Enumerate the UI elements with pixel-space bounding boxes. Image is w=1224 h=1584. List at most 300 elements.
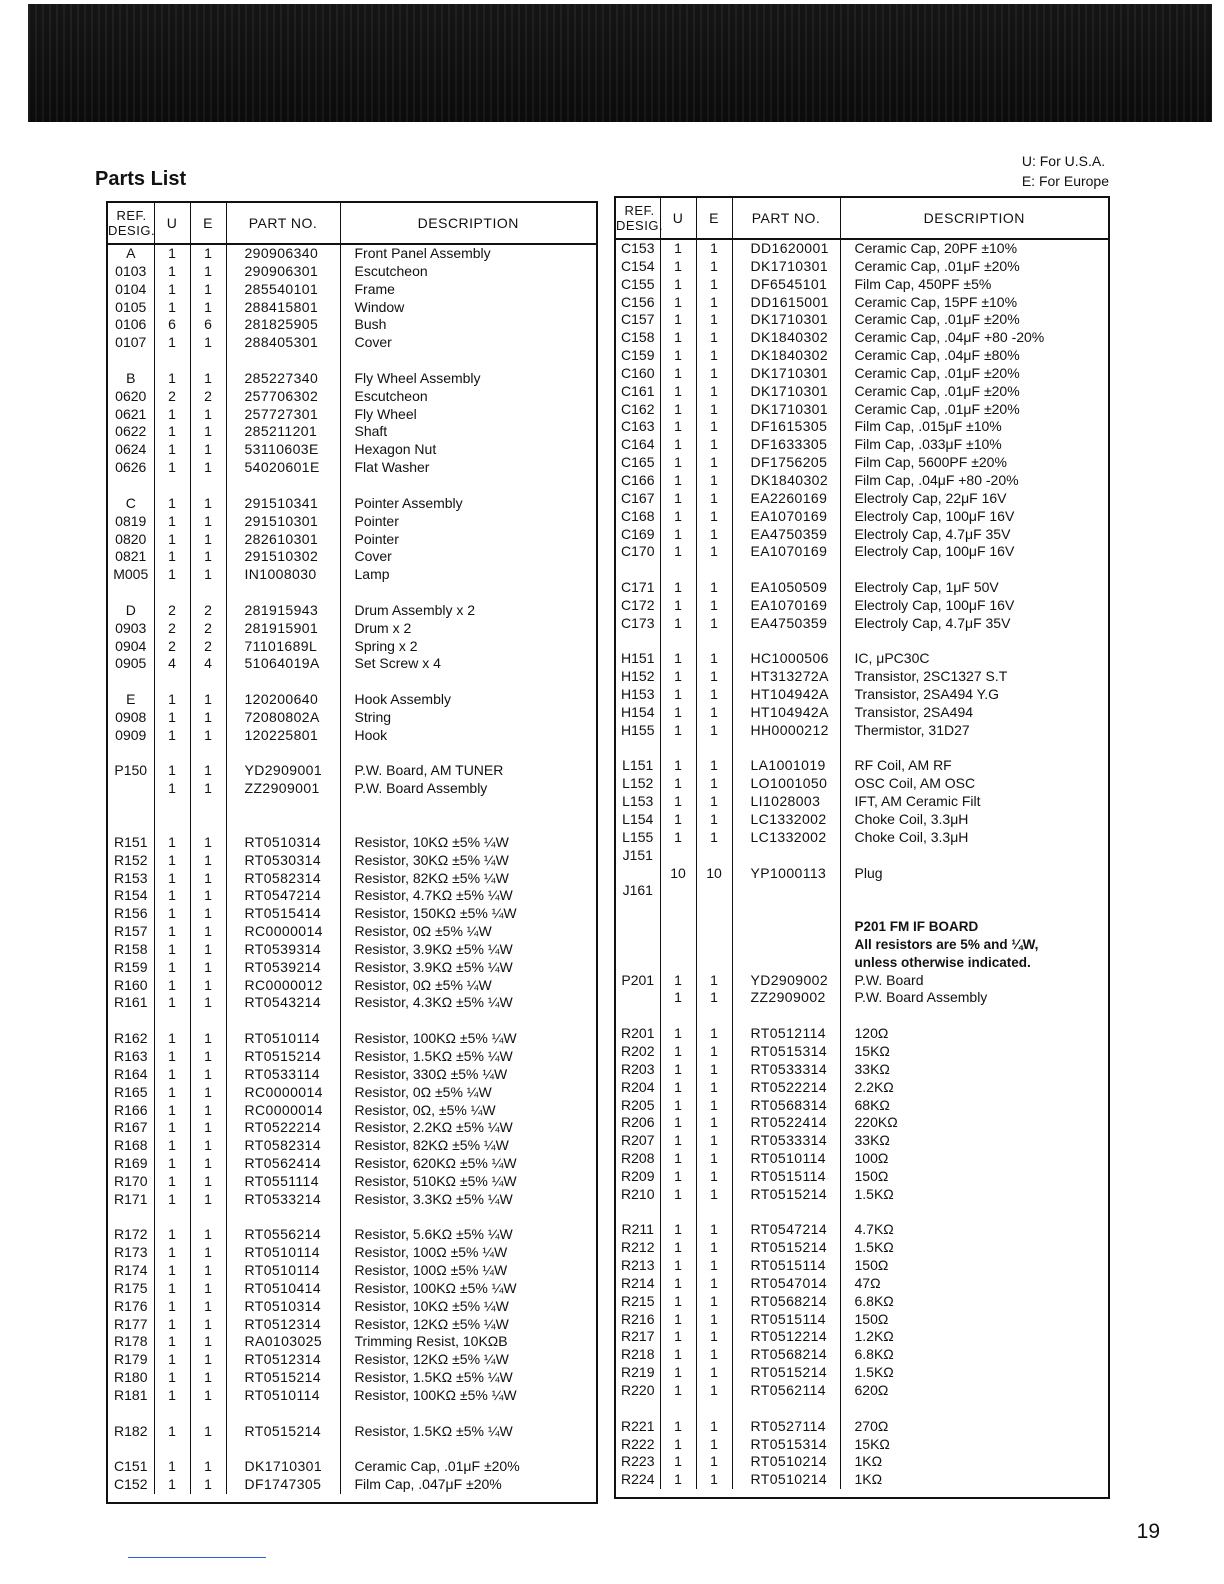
part-no-cell xyxy=(226,816,340,834)
description-cell: Film Cap, .033μF ±10% xyxy=(854,436,1002,453)
e-cell: 1 xyxy=(696,989,732,1007)
description-cell: Resistor, 100Ω ±5% ¼W xyxy=(354,1244,508,1261)
e-cell xyxy=(190,798,226,816)
part-no-cell: RT0512114 xyxy=(732,1025,840,1043)
ref-cell: R163 xyxy=(108,1048,154,1066)
table-row xyxy=(616,615,1108,633)
ref-cell xyxy=(108,1441,154,1459)
ref-cell: C161 xyxy=(616,383,660,401)
ref-cell: D xyxy=(108,602,154,620)
description-cell: Pointer Assembly xyxy=(354,494,463,511)
table-body xyxy=(108,244,596,1494)
part-no-cell: ZZ2909002 xyxy=(732,989,840,1007)
e-cell: 1 xyxy=(696,1328,732,1346)
description-cell: Film Cap, .015μF ±10% xyxy=(854,418,1002,435)
u-cell: 1 xyxy=(660,1114,696,1132)
ref-cell xyxy=(616,561,660,579)
description-cell: 620Ω xyxy=(854,1382,889,1398)
ref-cell: L154 xyxy=(616,811,660,829)
ref-cell: R154 xyxy=(108,887,154,905)
ref-cell xyxy=(616,1007,660,1025)
description-cell: Resistor, 12KΩ ±5% ¼W xyxy=(354,1351,509,1368)
part-no-cell xyxy=(226,798,340,816)
part-no-cell: RT0522214 xyxy=(732,1079,840,1097)
u-cell: 1 xyxy=(660,1079,696,1097)
table-row xyxy=(616,365,1108,383)
table-row xyxy=(616,1239,1108,1257)
part-no-cell: HC1000506 xyxy=(732,650,840,668)
e-cell xyxy=(696,740,732,758)
part-no-cell: 72080802A xyxy=(226,709,340,727)
e-cell xyxy=(696,1007,732,1025)
part-no-cell: IN1008030 xyxy=(226,566,340,584)
legend-usa: U: For U.S.A. xyxy=(1021,153,1106,169)
description-cell: Fly Wheel Assembly xyxy=(354,369,481,386)
e-cell xyxy=(190,584,226,602)
u-cell: 1 xyxy=(660,329,696,347)
description-cell xyxy=(340,1209,596,1227)
part-no-cell: DK1710301 xyxy=(732,401,840,419)
description-cell: P201 FM IF BOARD xyxy=(854,919,979,935)
ref-cell: R167 xyxy=(108,1119,154,1137)
e-cell: 1 xyxy=(190,459,226,477)
e-cell: 1 xyxy=(190,1191,226,1209)
ref-cell: R177 xyxy=(108,1316,154,1334)
u-cell: 1 xyxy=(660,436,696,454)
ref-cell: C169 xyxy=(616,526,660,544)
ref-cell: R174 xyxy=(108,1262,154,1280)
u-cell xyxy=(154,352,190,370)
e-cell: 1 xyxy=(190,548,226,566)
description-cell: 33KΩ xyxy=(854,1060,890,1077)
parts-table-right xyxy=(614,196,1110,1499)
e-cell: 1 xyxy=(190,370,226,388)
u-cell: 1 xyxy=(154,870,190,888)
ref-cell: R222 xyxy=(616,1436,660,1454)
description-cell: Ceramic Cap, 20PF ±10% xyxy=(854,240,1018,256)
u-cell: 1 xyxy=(660,1097,696,1115)
e-cell: 1 xyxy=(696,1293,732,1311)
table-row xyxy=(108,762,596,780)
u-cell xyxy=(154,1012,190,1030)
description-cell: Hook Assembly xyxy=(354,691,451,708)
e-cell xyxy=(190,745,226,763)
description-cell: 15KΩ xyxy=(854,1042,890,1059)
description-cell: Resistor, 3.3KΩ ±5% ¼W xyxy=(354,1190,513,1207)
description-cell: P.W. Board Assembly xyxy=(354,780,488,797)
part-no-cell: RT0533214 xyxy=(226,1191,340,1209)
part-no-cell: LO1001050 xyxy=(732,775,840,793)
e-cell: 1 xyxy=(696,526,732,544)
ref-cell: R203 xyxy=(616,1061,660,1079)
ref-cell: R205 xyxy=(616,1097,660,1115)
part-no-cell: 257727301 xyxy=(226,406,340,424)
part-no-cell: RT0539314 xyxy=(226,941,340,959)
description-cell: 270Ω xyxy=(854,1417,889,1434)
ref-cell: L155 xyxy=(616,829,660,847)
table-row xyxy=(616,829,1108,847)
e-cell xyxy=(696,1204,732,1222)
description-cell: Escutcheon xyxy=(354,387,428,404)
part-no-cell: EA4750359 xyxy=(732,526,840,544)
description-cell: Film Cap, 5600PF ±20% xyxy=(854,454,1007,471)
ref-cell: C xyxy=(108,495,154,513)
e-cell xyxy=(696,633,732,651)
table-row xyxy=(616,579,1108,597)
part-no-cell: 291510301 xyxy=(226,513,340,531)
part-no-cell: RT0530314 xyxy=(226,852,340,870)
table-row xyxy=(616,1275,1108,1293)
e-cell: 1 xyxy=(190,780,226,798)
table-row xyxy=(108,406,596,424)
page-title: Parts List xyxy=(95,168,187,190)
part-no-cell xyxy=(732,740,840,758)
e-cell: 1 xyxy=(696,1436,732,1454)
u-cell: 1 xyxy=(660,1132,696,1150)
table-row xyxy=(616,650,1108,668)
table-row xyxy=(108,1119,596,1137)
ref-cell: R171 xyxy=(108,1191,154,1209)
ref-cell: 0620 xyxy=(108,388,154,406)
u-cell xyxy=(154,816,190,834)
description-cell xyxy=(340,352,596,370)
part-no-cell: 54020601E xyxy=(226,459,340,477)
u-cell: 1 xyxy=(154,1316,190,1334)
ref-cell: R179 xyxy=(108,1351,154,1369)
e-cell: 1 xyxy=(190,1333,226,1351)
description-cell: Transistor, 2SC1327 S.T xyxy=(854,668,1008,685)
u-cell xyxy=(154,798,190,816)
e-cell: 1 xyxy=(696,294,732,312)
u-cell: 1 xyxy=(154,691,190,709)
part-no-cell: 281915901 xyxy=(226,620,340,638)
table-row xyxy=(616,1168,1108,1186)
e-cell: 1 xyxy=(696,490,732,508)
part-no-cell: YD2909002 xyxy=(732,972,840,990)
e-cell: 1 xyxy=(696,258,732,276)
table-row xyxy=(108,370,596,388)
table-row xyxy=(108,299,596,317)
spacer-row xyxy=(616,561,1108,579)
ref-cell: R224 xyxy=(616,1471,660,1489)
table-row xyxy=(616,1150,1108,1168)
u-cell xyxy=(154,477,190,495)
part-no-cell: RT0515214 xyxy=(226,1423,340,1441)
header-desc: DESCRIPTION xyxy=(340,203,596,244)
u-cell: 1 xyxy=(660,1328,696,1346)
part-no-cell: RT0533314 xyxy=(732,1061,840,1079)
description-cell xyxy=(840,1204,1108,1222)
table-row xyxy=(616,1382,1108,1400)
u-cell xyxy=(154,673,190,691)
u-cell: 1 xyxy=(660,276,696,294)
part-no-cell: 281825905 xyxy=(226,316,340,334)
part-no-cell: DK1840302 xyxy=(732,347,840,365)
u-cell: 1 xyxy=(154,905,190,923)
e-cell: 1 xyxy=(190,441,226,459)
part-no-cell: RT0515314 xyxy=(732,1043,840,1061)
ref-cell: C170 xyxy=(616,543,660,561)
description-cell: Resistor, 10KΩ ±5% ¼W xyxy=(354,1297,509,1314)
table-row xyxy=(108,531,596,549)
e-cell: 1 xyxy=(696,1043,732,1061)
u-cell: 1 xyxy=(660,668,696,686)
e-cell: 1 xyxy=(696,401,732,419)
description-cell: RF Coil, AM RF xyxy=(854,757,952,774)
header-u: U xyxy=(660,198,696,239)
u-cell xyxy=(660,1204,696,1222)
ref-cell: R210 xyxy=(616,1186,660,1204)
part-no-cell xyxy=(226,584,340,602)
ref-cell: R165 xyxy=(108,1084,154,1102)
part-no-cell: RT0515214 xyxy=(732,1364,840,1382)
e-cell: 1 xyxy=(190,709,226,727)
part-no-cell xyxy=(226,1405,340,1423)
part-no-cell: RA0103025 xyxy=(226,1333,340,1351)
part-no-cell: DK1840302 xyxy=(732,329,840,347)
e-cell: 2 xyxy=(190,638,226,656)
e-cell: 1 xyxy=(696,972,732,990)
ref-cell xyxy=(108,352,154,370)
part-no-cell: RT0582314 xyxy=(226,870,340,888)
u-cell: 1 xyxy=(660,490,696,508)
ref-cell xyxy=(108,1209,154,1227)
description-cell: Ceramic Cap, .01μF ±20% xyxy=(854,364,1020,381)
description-cell: OSC Coil, AM OSC xyxy=(854,775,976,792)
ref-cell: 0621 xyxy=(108,406,154,424)
part-no-cell xyxy=(226,1012,340,1030)
e-cell: 1 xyxy=(696,1239,732,1257)
ref-cell: R213 xyxy=(616,1257,660,1275)
table-row xyxy=(108,1226,596,1244)
part-no-cell: LC1332002 xyxy=(732,829,840,847)
u-cell: 2 xyxy=(154,620,190,638)
u-cell: 1 xyxy=(154,1458,190,1476)
table-row xyxy=(616,668,1108,686)
header-banner xyxy=(28,4,1212,122)
part-no-cell: DF1633305 xyxy=(732,436,840,454)
e-cell: 1 xyxy=(190,1423,226,1441)
part-no-cell: RT0510314 xyxy=(226,834,340,852)
description-cell: Hexagon Nut xyxy=(354,441,437,458)
table-row xyxy=(108,709,596,727)
table-row xyxy=(616,1328,1108,1346)
ref-cell: R172 xyxy=(108,1226,154,1244)
ref-cell xyxy=(108,745,154,763)
e-cell: 1 xyxy=(190,923,226,941)
table-row xyxy=(616,347,1108,365)
spacer-row xyxy=(108,352,596,370)
description-cell: Resistor, 0Ω ±5% ¼W xyxy=(354,923,492,940)
ref-cell: 0105 xyxy=(108,299,154,317)
table-row xyxy=(616,1079,1108,1097)
part-no-cell: RT0515214 xyxy=(226,1048,340,1066)
part-no-cell: RT0515314 xyxy=(732,1436,840,1454)
part-no-cell xyxy=(732,1204,840,1222)
ref-cell: R169 xyxy=(108,1155,154,1173)
table-row xyxy=(616,918,1108,936)
part-no-cell xyxy=(226,673,340,691)
ref-cell: R214 xyxy=(616,1275,660,1293)
u-cell: 1 xyxy=(154,1369,190,1387)
e-cell: 1 xyxy=(696,1311,732,1329)
description-cell: IFT, AM Ceramic Filt xyxy=(854,793,981,810)
ref-cell: C164 xyxy=(616,436,660,454)
u-cell: 1 xyxy=(660,829,696,847)
e-cell xyxy=(190,477,226,495)
description-cell: 1KΩ xyxy=(854,1471,883,1488)
description-cell: P.W. Board xyxy=(854,971,924,988)
part-no-cell: 53110603E xyxy=(226,441,340,459)
u-cell: 1 xyxy=(154,852,190,870)
region-legend xyxy=(1022,151,1109,191)
table-row xyxy=(616,1025,1108,1043)
part-no-cell: DK1710301 xyxy=(732,365,840,383)
description-cell: Fly Wheel xyxy=(354,405,417,422)
e-cell: 1 xyxy=(696,1114,732,1132)
spacer-row xyxy=(108,1012,596,1030)
table-row xyxy=(108,1048,596,1066)
description-cell: Electroly Cap, 100μF 16V xyxy=(854,596,1015,613)
part-no-cell: HT104942A xyxy=(732,686,840,704)
e-cell: 1 xyxy=(190,691,226,709)
u-cell: 1 xyxy=(154,406,190,424)
description-cell: Ceramic Cap, .04μF ±80% xyxy=(854,347,1020,364)
description-cell: Film Cap, .04μF +80 -20% xyxy=(854,471,1019,488)
part-no-cell: RT0510214 xyxy=(732,1471,840,1489)
table-row xyxy=(108,1137,596,1155)
table-row xyxy=(108,870,596,888)
part-no-cell: DD1620001 xyxy=(732,239,840,258)
e-cell: 2 xyxy=(190,620,226,638)
ref-cell xyxy=(616,900,660,918)
table-row xyxy=(108,1280,596,1298)
part-no-cell: RT0543214 xyxy=(226,994,340,1012)
u-cell: 1 xyxy=(154,513,190,531)
table-row xyxy=(616,311,1108,329)
table-row xyxy=(616,1364,1108,1382)
u-cell: 1 xyxy=(660,972,696,990)
description-cell: P.W. Board Assembly xyxy=(854,989,988,1006)
u-cell: 1 xyxy=(154,762,190,780)
table-row xyxy=(616,383,1108,401)
u-cell xyxy=(660,900,696,918)
ref-cell: J161 xyxy=(616,882,660,900)
spacer-row xyxy=(616,1204,1108,1222)
table-row xyxy=(616,1418,1108,1436)
description-cell: Resistor, 100KΩ ±5% ¼W xyxy=(354,1387,517,1403)
description-cell: 1.5KΩ xyxy=(854,1185,894,1202)
e-cell xyxy=(696,561,732,579)
part-no-cell: 282610301 xyxy=(226,531,340,549)
ref-cell xyxy=(616,989,660,1007)
u-cell xyxy=(660,633,696,651)
description-cell: 1.5KΩ xyxy=(854,1364,894,1381)
u-cell xyxy=(660,1400,696,1418)
table-body xyxy=(616,239,1108,1489)
description-cell: Resistor, 510KΩ ±5% ¼W xyxy=(354,1172,517,1189)
ref-cell xyxy=(108,673,154,691)
table-row xyxy=(108,566,596,584)
ref-cell: R166 xyxy=(108,1102,154,1120)
e-cell: 1 xyxy=(190,1351,226,1369)
u-cell: 2 xyxy=(154,602,190,620)
u-cell: 1 xyxy=(660,1043,696,1061)
ref-cell: C153 xyxy=(616,239,660,258)
e-cell: 1 xyxy=(696,365,732,383)
e-cell xyxy=(190,352,226,370)
part-no-cell: LI1028003 xyxy=(732,793,840,811)
e-cell: 1 xyxy=(696,1097,732,1115)
e-cell: 1 xyxy=(696,668,732,686)
ref-cell: R212 xyxy=(616,1239,660,1257)
description-cell xyxy=(340,745,596,763)
ref-cell: E xyxy=(108,691,154,709)
table-row xyxy=(616,704,1108,722)
ref-cell: H151 xyxy=(616,650,660,668)
e-cell xyxy=(696,882,732,900)
u-cell: 6 xyxy=(154,316,190,334)
part-no-cell xyxy=(226,745,340,763)
e-cell: 1 xyxy=(190,1316,226,1334)
description-cell: 150Ω xyxy=(854,1257,889,1274)
e-cell: 1 xyxy=(696,579,732,597)
e-cell: 2 xyxy=(190,388,226,406)
ref-cell: R170 xyxy=(108,1173,154,1191)
table-row xyxy=(108,1476,596,1494)
e-cell: 2 xyxy=(190,602,226,620)
description-cell: Electroly Cap, 4.7μF 35V xyxy=(854,525,1011,542)
u-cell: 1 xyxy=(660,1311,696,1329)
e-cell: 1 xyxy=(190,1137,226,1155)
e-cell: 1 xyxy=(696,508,732,526)
table-row xyxy=(616,793,1108,811)
e-cell: 1 xyxy=(696,1471,732,1489)
e-cell: 1 xyxy=(696,1132,732,1150)
table-row xyxy=(616,1257,1108,1275)
e-cell: 1 xyxy=(190,1173,226,1191)
table-row xyxy=(616,722,1108,740)
table-row xyxy=(108,1351,596,1369)
part-no-cell: YD2909001 xyxy=(226,762,340,780)
description-cell: Resistor, 4.7KΩ ±5% ¼W xyxy=(354,887,513,904)
spacer-row xyxy=(108,745,596,763)
ref-cell: R175 xyxy=(108,1280,154,1298)
u-cell: 1 xyxy=(660,615,696,633)
u-cell: 1 xyxy=(154,959,190,977)
table-row xyxy=(616,329,1108,347)
table-row xyxy=(108,1191,596,1209)
e-cell: 1 xyxy=(696,1150,732,1168)
table-row xyxy=(616,1311,1108,1329)
u-cell: 1 xyxy=(154,1333,190,1351)
ref-cell: 0104 xyxy=(108,281,154,299)
description-cell: Thermistor, 31D27 xyxy=(854,721,970,738)
part-no-cell: RT0510214 xyxy=(732,1453,840,1471)
u-cell xyxy=(154,1209,190,1227)
u-cell: 1 xyxy=(660,1436,696,1454)
part-no-cell: DK1710301 xyxy=(732,258,840,276)
part-no-cell: EA1070169 xyxy=(732,597,840,615)
description-cell: Electroly Cap, 1μF 50V xyxy=(854,579,999,596)
ref-cell xyxy=(616,865,660,883)
part-no-cell: 51064019A xyxy=(226,655,340,673)
e-cell: 1 xyxy=(190,941,226,959)
part-no-cell: 120225801 xyxy=(226,727,340,745)
u-cell: 1 xyxy=(660,1061,696,1079)
ref-cell: 0820 xyxy=(108,531,154,549)
u-cell: 2 xyxy=(154,388,190,406)
